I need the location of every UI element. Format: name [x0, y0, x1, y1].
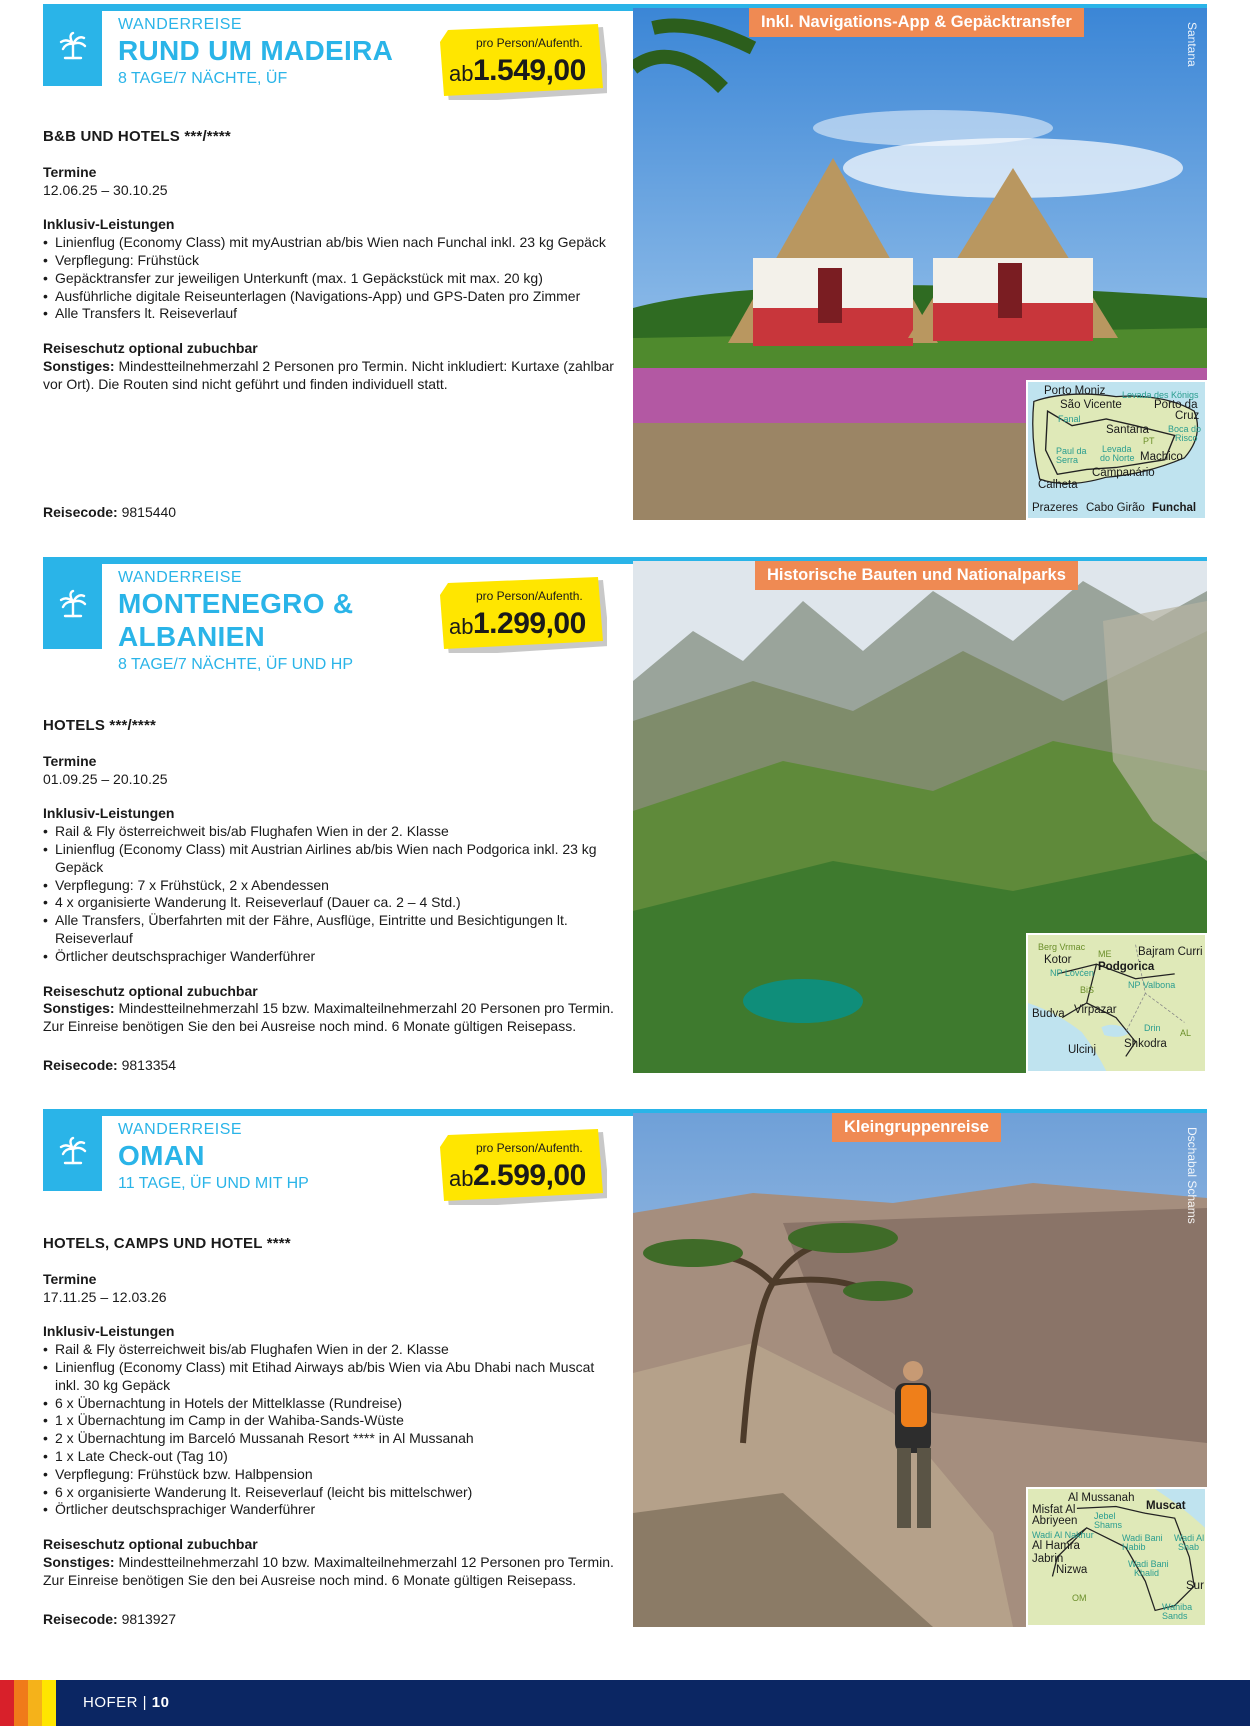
photo-credit: Santana: [1185, 22, 1199, 67]
offer-duration: 8 TAGE/7 NÄCHTE, ÜF: [118, 70, 288, 87]
reiseschutz-note: Reiseschutz optional zubuchbar: [43, 340, 258, 357]
route-map: [1026, 380, 1207, 520]
list-item: • Linienflug (Economy Class) mit Etihad Airways ab/bis Wien via Abu Dhabi nach Muscat inkl. 30 kg Gepäck: [43, 1359, 623, 1395]
reisecode-value: 9813927: [121, 1611, 177, 1627]
offer-banner: Historische Bauten und Nationalparks: [755, 561, 1078, 590]
map-label: ME: [1098, 949, 1112, 959]
termine-label: Termine: [43, 1270, 97, 1287]
map-label: Risco: [1175, 433, 1198, 443]
hotel-category: HOTELS ***/****: [43, 717, 157, 734]
offer-title-line: ALBANIEN: [118, 621, 266, 652]
map-label: PT: [1143, 436, 1155, 446]
reisecode-label: Reisecode:: [43, 1611, 118, 1627]
reisecode-label: Reisecode:: [43, 1057, 118, 1073]
offer-kicker: WANDERREISE: [118, 16, 243, 33]
price-prefix: ab: [449, 61, 474, 86]
photo-credit: Dschabal Schams: [1185, 1127, 1199, 1224]
price-tag: [440, 24, 607, 100]
sonstiges-label: Sonstiges:: [43, 1000, 115, 1017]
map-label: Shkodra: [1124, 1038, 1167, 1050]
map-label: Wahiba: [1162, 1602, 1193, 1612]
reisecode: [43, 1611, 176, 1627]
page-number: 10: [151, 1694, 170, 1711]
map-label: Al Hamra: [1032, 1540, 1080, 1552]
inklusiv-list: [43, 1341, 623, 1519]
list-item: • Verpflegung: Frühstück: [43, 252, 623, 270]
map-label: Sands: [1162, 1611, 1188, 1621]
map-label: Abriyeen: [1032, 1515, 1078, 1527]
map-label: Al Mussanah: [1068, 1492, 1135, 1504]
sonstiges-text: Mindestteilnehmerzahl 10 bzw. Maximalteilnehmerzahl 12 Personen pro Termin. Zur Einreise benötigen Sie den bei Ausreise noch mind. 6 Monate gültigen Reisepass.: [43, 1553, 614, 1588]
map-label: Drin: [1144, 1023, 1161, 1033]
map-label: Misfat Al: [1032, 1504, 1076, 1516]
map-label: NP Lovćen: [1050, 968, 1094, 978]
map-label: Jebel: [1094, 1511, 1116, 1521]
reisecode: [43, 1057, 176, 1073]
page-footer: [0, 1680, 1250, 1726]
inklusiv-label: Inklusiv-Leistungen: [43, 216, 175, 233]
inklusiv-section: [43, 805, 623, 965]
offer-duration: 11 TAGE, ÜF UND MIT HP: [118, 1175, 309, 1192]
footer-brand-name: HOFER: [83, 1694, 138, 1711]
map-label: Wadi Al: [1174, 1533, 1205, 1543]
list-item: • Alle Transfers lt. Reiseverlauf: [43, 305, 623, 323]
map-label: Khalid: [1134, 1568, 1160, 1578]
palm-tree-icon: [43, 1109, 102, 1191]
map-label: Campanário: [1092, 467, 1155, 479]
footer-brand: HOFER | 10: [83, 1694, 170, 1711]
offer-header: [118, 569, 448, 674]
offer-kicker: WANDERREISE: [118, 569, 243, 586]
notes-section: [43, 1536, 623, 1589]
offer-header: [118, 16, 448, 88]
list-item: • Verpflegung: 7 x Frühstück, 2 x Abendessen: [43, 877, 623, 895]
map-label: Levada des Königs: [1122, 390, 1199, 400]
termine-dates: 12.06.25 – 30.10.25: [43, 181, 168, 198]
map-label: NP Valbona: [1128, 980, 1176, 990]
sonstiges-label: Sonstiges:: [43, 1553, 115, 1570]
list-item: • Rail & Fly österreichweit bis/ab Flughafen Wien in der 2. Klasse: [43, 1341, 623, 1359]
offer-oman: [43, 1109, 1207, 1627]
termine-section: [43, 164, 623, 200]
offer-photo: [633, 561, 1207, 1073]
offer-header: [118, 1121, 448, 1193]
offer-title-line: MONTENEGRO &: [118, 588, 354, 619]
map-label: Budva: [1032, 1008, 1065, 1020]
palm-tree-icon: [43, 4, 102, 86]
hotel-category: B&B UND HOTELS ***/****: [43, 128, 231, 145]
map-label: Wadi Al Nakhur: [1032, 1530, 1094, 1540]
list-item: • Verpflegung: Frühstück bzw. Halbpension: [43, 1466, 623, 1484]
map-label: Bajram Curri: [1138, 946, 1203, 958]
offer-title: RUND UM MADEIRA: [118, 35, 394, 66]
route-map: [1026, 933, 1207, 1073]
reisecode: [43, 504, 176, 520]
reisecode-value: 9815440: [121, 504, 177, 520]
notes-section: [43, 983, 623, 1036]
map-label: Shab: [1178, 1542, 1200, 1552]
list-item: • 2 x Übernachtung im Barceló Mussanah Resort **** in Al Mussanah: [43, 1430, 623, 1448]
inklusiv-section: [43, 1323, 623, 1519]
termine-dates: 17.11.25 – 12.03.26: [43, 1288, 167, 1305]
price-per-label: pro Person/Aufenth.: [476, 36, 583, 50]
list-item: • 1 x Late Check-out (Tag 10): [43, 1448, 623, 1466]
offer-details: [43, 1235, 623, 1590]
map-label: Nizwa: [1056, 1564, 1088, 1576]
reisecode-label: Reisecode:: [43, 504, 118, 520]
list-item: • Alle Transfers, Überfahrten mit der Fähre, Ausflüge, Eintritte und Besichtigungen lt. Reiseverlauf: [43, 912, 623, 948]
map-label: Ulcinj: [1068, 1044, 1097, 1056]
list-item: • 6 x organisierte Wanderung lt. Reiseverlauf (leicht bis mittelschwer): [43, 1484, 623, 1502]
footer-stripe-amber: [28, 1680, 42, 1726]
offer-details: [43, 717, 623, 1036]
offer-madeira: [43, 4, 1207, 520]
inklusiv-section: [43, 216, 623, 323]
map-label: Serra: [1056, 455, 1079, 465]
map-label: Muscat: [1146, 1500, 1186, 1512]
list-item: • Ausführliche digitale Reiseunterlagen (Navigations-App) und GPS-Daten pro Zimmer: [43, 288, 623, 306]
termine-label: Termine: [43, 752, 97, 769]
offer-photo: [633, 1113, 1207, 1627]
list-item: • 1 x Übernachtung im Camp in der Wahiba-Sands-Wüste: [43, 1412, 623, 1430]
map-label: Levada: [1102, 444, 1132, 454]
reisecode-value: 9813354: [121, 1057, 177, 1073]
termine-section: [43, 753, 623, 789]
map-label: São Vicente: [1060, 399, 1122, 411]
map-label: Kotor: [1044, 954, 1072, 966]
price-amount: 1.299,00: [473, 607, 586, 640]
inklusiv-list: [43, 823, 623, 965]
footer-stripe-yellow: [42, 1680, 56, 1726]
list-item: • 4 x organisierte Wanderung lt. Reiseverlauf (Dauer ca. 2 – 4 Std.): [43, 894, 623, 912]
map-label: Prazeres: [1032, 502, 1079, 514]
offer-details: [43, 128, 623, 394]
reiseschutz-note: Reiseschutz optional zubuchbar: [43, 1536, 258, 1553]
termine-section: [43, 1271, 623, 1307]
termine-dates: 01.09.25 – 20.10.25: [43, 770, 168, 787]
offer-title: OMAN: [118, 1140, 205, 1171]
sonstiges-label: Sonstiges:: [43, 357, 115, 374]
map-label: Porto Moniz: [1044, 385, 1106, 397]
map-label: Podgorica: [1098, 961, 1155, 973]
price-tag: [440, 577, 607, 653]
map-label: Machico: [1140, 451, 1183, 463]
inklusiv-label: Inklusiv-Leistungen: [43, 1323, 175, 1340]
route-map: [1026, 1487, 1207, 1627]
price-tag: [440, 1129, 607, 1205]
price-prefix: ab: [449, 1166, 474, 1191]
offer-photo: [633, 8, 1207, 520]
map-label: OM: [1072, 1593, 1087, 1603]
map-label: Porto da: [1154, 399, 1198, 411]
offer-banner: Kleingruppenreise: [832, 1113, 1001, 1142]
map-label: Paul da: [1056, 446, 1087, 456]
list-item: • 6 x Übernachtung in Hotels der Mittelklasse (Rundreise): [43, 1395, 623, 1413]
map-label: Santana: [1106, 424, 1149, 436]
footer-stripe-red: [0, 1680, 14, 1726]
map-label: Calheta: [1038, 479, 1078, 491]
map-label: Wadi Bani: [1122, 1533, 1163, 1543]
map-label: Cabo Girão: [1086, 502, 1145, 514]
map-label: Jabrin: [1032, 1553, 1064, 1565]
offer-duration: 8 TAGE/7 NÄCHTE, ÜF UND HP: [118, 656, 353, 673]
map-label: BiS: [1080, 985, 1095, 995]
price-prefix: ab: [449, 614, 474, 639]
map-label: Wadi Bani: [1128, 1559, 1169, 1569]
price-amount: 2.599,00: [473, 1159, 586, 1192]
inklusiv-label: Inklusiv-Leistungen: [43, 805, 175, 822]
map-label: Shams: [1094, 1520, 1123, 1530]
inklusiv-list: [43, 234, 623, 323]
price-per-label: pro Person/Aufenth.: [476, 589, 583, 603]
map-label: AL: [1180, 1028, 1192, 1038]
offer-kicker: WANDERREISE: [118, 1121, 243, 1138]
list-item: • Gepäcktransfer zur jeweiligen Unterkunft (max. 1 Gepäckstück mit max. 20 kg): [43, 270, 623, 288]
map-label: Berg Vrmac: [1038, 942, 1086, 952]
map-label: Funchal: [1152, 502, 1197, 514]
list-item: • Örtlicher deutschsprachiger Wanderführer: [43, 948, 623, 966]
map-label: Sur: [1186, 1580, 1204, 1592]
offer-montenegro: [43, 557, 1207, 1073]
termine-label: Termine: [43, 163, 97, 180]
price-amount: 1.549,00: [473, 54, 586, 87]
footer-stripe-orange: [14, 1680, 28, 1726]
price-per-label: pro Person/Aufenth.: [476, 1141, 583, 1155]
list-item: • Rail & Fly österreichweit bis/ab Flughafen Wien in der 2. Klasse: [43, 823, 623, 841]
sonstiges-text: Mindestteilnehmerzahl 2 Personen pro Termin. Nicht inkludiert: Kurtaxe (zahlbar vor Ort). Die Routen sind nicht geführt und finden individuell statt.: [43, 357, 614, 392]
map-label: Habib: [1122, 1542, 1146, 1552]
map-label: Fanal: [1058, 414, 1081, 424]
list-item: • Linienflug (Economy Class) mit Austrian Airlines ab/bis Wien nach Podgorica inkl. 23 kg Gepäck: [43, 841, 623, 877]
reiseschutz-note: Reiseschutz optional zubuchbar: [43, 982, 258, 999]
offer-banner: Inkl. Navigations-App & Gepäcktransfer: [749, 8, 1084, 37]
map-label: Boca do: [1168, 424, 1202, 434]
map-label: Virpazar: [1074, 1004, 1117, 1016]
notes-section: [43, 340, 623, 393]
hotel-category: HOTELS, CAMPS UND HOTEL ****: [43, 1235, 291, 1252]
map-label: do Norte: [1100, 453, 1135, 463]
sonstiges-text: Mindestteilnehmerzahl 15 bzw. Maximalteilnehmerzahl 20 Personen pro Termin. Zur Einreise benötigen Sie den bei Ausreise noch mind. 6 Monate gültigen Reisepass.: [43, 1000, 614, 1035]
palm-tree-icon: [43, 557, 102, 649]
list-item: • Örtlicher deutschsprachiger Wanderführer: [43, 1501, 623, 1519]
map-label: Cruz: [1175, 410, 1200, 422]
list-item: • Linienflug (Economy Class) mit myAustrian ab/bis Wien nach Funchal inkl. 23 kg Gepäck: [43, 234, 623, 252]
